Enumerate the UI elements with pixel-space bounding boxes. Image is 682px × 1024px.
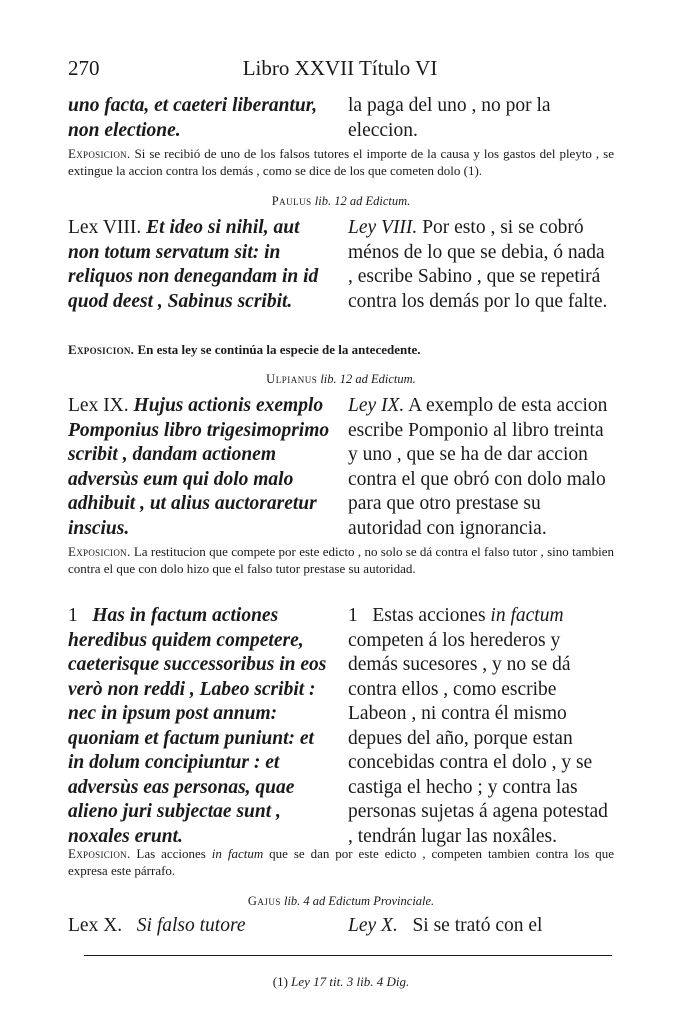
paragraph-number: 1 bbox=[68, 605, 78, 626]
ley-label: Ley X. bbox=[348, 915, 398, 936]
lex-label: Lex VIII. bbox=[68, 217, 142, 238]
source-work: lib. 4 ad Edictum Provinciale. bbox=[283, 894, 435, 908]
lex-label: Lex X. bbox=[68, 915, 123, 936]
page-header bbox=[68, 56, 612, 82]
ley-label: Ley IX. bbox=[348, 395, 405, 416]
exposicion-label: Exposicion. bbox=[68, 146, 131, 161]
paragraph-1-block bbox=[68, 604, 614, 849]
source-ulpianus bbox=[68, 372, 614, 387]
latin-text: uno facta, et caeteri liberantur, non electione. bbox=[68, 95, 318, 141]
exposicion-1 bbox=[68, 146, 614, 179]
ley-viii-spanish bbox=[348, 216, 614, 314]
source-author: Paulus bbox=[271, 194, 312, 208]
spanish-text: Si se trató con el bbox=[412, 915, 543, 936]
source-author: Ulpianus bbox=[266, 372, 318, 386]
spanish-text: Por esto , si se cobró ménos de lo que se debia, ó nada , escribe Sabino , que se repetirá contra los demás por lo que falte. bbox=[348, 217, 608, 312]
latin-text: Si falso tutore bbox=[136, 915, 246, 936]
exposicion-label: Exposicion. bbox=[68, 846, 131, 861]
latin-text: Hujus actionis exemplo Pomponius libro trigesimoprimo scribit , dandam actionem adversùs eum qui dolo malo adhibuit , ut alius auctoraretur inscius. bbox=[68, 395, 330, 539]
exposicion-text: Si se recibió de uno de los falsos tutores el importe de la causa y los gastos del pleyto , se extingue la accion contra los demás , como se dice de los que cometen dolo (1). bbox=[68, 146, 614, 178]
page-number: 270 bbox=[68, 56, 100, 80]
lex-viii-block bbox=[68, 216, 614, 314]
spanish-italic-term: in factum bbox=[490, 605, 564, 626]
lex-x-latin bbox=[68, 914, 330, 939]
paragraph-1-spanish bbox=[348, 604, 614, 849]
exposicion-text-lead: Las acciones bbox=[136, 846, 206, 861]
exposicion-text: que se dan por este edicto , competen tambien contra los que expresa este párrafo. bbox=[68, 846, 615, 878]
lex-label: Lex IX. bbox=[68, 395, 129, 416]
exposicion-text: La restitucion que compete por este edicto , no solo se dá contra el falso tutor , sino tambien contra el que con dolo hizo que el falso tutor prestase su autoridad. bbox=[68, 544, 615, 576]
spanish-text-lead: Estas acciones bbox=[372, 605, 486, 626]
lex-ix-block bbox=[68, 394, 614, 541]
source-author: Gajus bbox=[247, 894, 281, 908]
ley-ix-spanish bbox=[348, 394, 614, 541]
footnote-text: Ley 17 tit. 3 lib. 4 Dig. bbox=[291, 974, 410, 989]
source-work: lib. 12 ad Edictum. bbox=[314, 194, 411, 208]
spanish-text: la paga del uno , no por la eleccion. bbox=[348, 95, 551, 141]
continuation-block bbox=[68, 94, 614, 143]
exposicion-label: Exposicion. bbox=[68, 544, 131, 559]
latin-text: Has in factum actiones heredibus quidem competere, caeterisque successoribus in eos verò non reddi , Labeo scribit : nec in ipsum post annum: quoniam et factum puniunt: et in dolum concipiuntur : et adversùs eas personas, quae alieno juri subjectae sunt , noxales erunt. bbox=[68, 605, 327, 847]
spanish-text: competen á los herederos y demás sucesores , y no se dá contra ellos , como escribe Labeon , ni contra él mismo depues del año, porque estan concebidas contra el dolo , y se castiga el hecho ; y contra las personas sujetas á agena potestad , tendrán lugar las noxâles. bbox=[348, 629, 608, 847]
footnote-rule bbox=[84, 955, 612, 956]
footnote bbox=[68, 974, 614, 990]
exposicion-3 bbox=[68, 544, 614, 577]
exposicion-italic-term: in factum bbox=[211, 846, 264, 861]
spanish-text: A exemplo de esta accion escribe Pomponio al libro treinta y uno , que se ha de dar accion contra el que obró con dolo malo para que otro prestase su autoridad con ignorancia. bbox=[348, 395, 608, 539]
ley-x-spanish bbox=[348, 914, 614, 939]
source-work: lib. 12 ad Edictum. bbox=[320, 372, 416, 386]
lex-x-block bbox=[68, 914, 614, 939]
exposicion-4 bbox=[68, 846, 614, 879]
ley-label: Ley VIII. bbox=[348, 217, 418, 238]
exposicion-label: Exposicion. bbox=[68, 342, 135, 357]
latin-text: Et ideo si nihil, aut non totum servatum sit: in reliquos non denegandam in id quod deest , Sabinus scribit. bbox=[68, 217, 319, 312]
source-gajus bbox=[68, 894, 614, 909]
lex-viii-latin bbox=[68, 216, 330, 314]
source-paulus bbox=[68, 194, 614, 209]
paragraph-number: 1 bbox=[348, 605, 358, 626]
paragraph-1-latin bbox=[68, 604, 330, 849]
exposicion-text: En esta ley se continúa la especie de la antecedente. bbox=[137, 342, 421, 357]
footnote-number: (1) bbox=[272, 974, 288, 989]
lex-ix-latin bbox=[68, 394, 330, 541]
exposicion-2 bbox=[68, 342, 614, 359]
running-title: Libro XXVII Título VI bbox=[242, 56, 438, 80]
